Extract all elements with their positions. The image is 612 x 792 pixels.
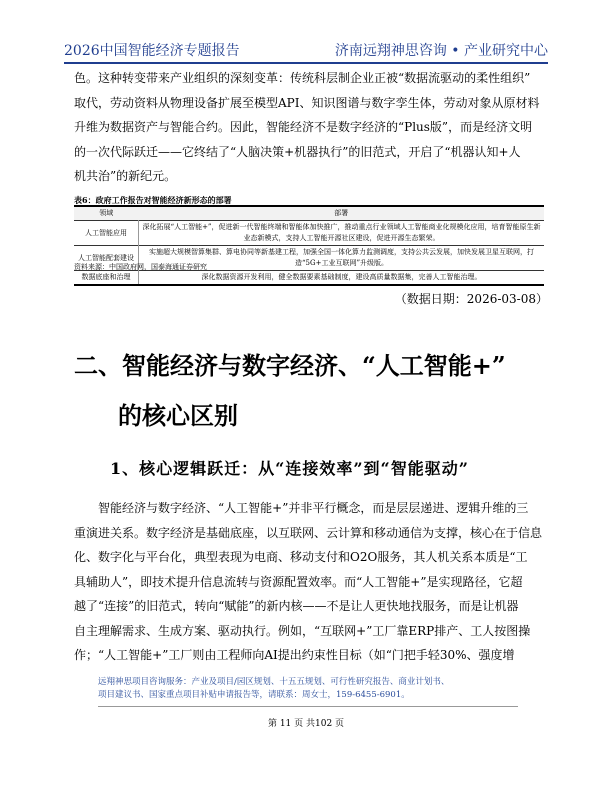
text-line: 色。这种转变带来产业组织的深刻变革：传统科层制企业正被“数据流驱动的柔性组织”	[74, 71, 531, 85]
data-date: （数据日期：2026-03-08）	[394, 292, 548, 306]
cell-domain: 数据底座和治理	[74, 271, 139, 286]
text-line: 越了“连接”的旧范式，转向“赋能”的新内核——不是让人更快地找服务，而是让机器	[74, 599, 519, 613]
report-title: 2026中国智能经济专题报告	[64, 43, 240, 59]
page-header	[64, 32, 548, 64]
text-line: 升维为数据资产与智能合约。因此，智能经济不是数字经济的“Plus版”，而是经济文明	[74, 120, 533, 134]
text-line: 的一次代际跃迁——它终结了“人脑决策+机器执行”的旧范式，开启了“机器认知+人	[74, 144, 521, 159]
text-line: 具辅助人”，即技术提升信息流转与资源配置效率。而“人工智能+”是实现路径，它超	[74, 574, 523, 589]
text-line: 作；“人工智能+”工厂则由工程师向AI提出约束性目标（如“门把手轻30%、强度增	[74, 648, 515, 662]
page-number: 第 11 页 共102 页	[267, 719, 345, 729]
column-header-domain: 领域	[74, 206, 139, 221]
section-heading: 二、智能经济与数字经济、“人工智能+”	[74, 351, 506, 380]
subsection-heading: 1、核心逻辑跃迁：从“连接效率”到“智能驱动”	[110, 459, 469, 478]
deployment-table	[74, 205, 544, 286]
intro-paragraph	[74, 66, 544, 189]
publisher-name: 济南远翔神思咨询 • 产业研究中心	[334, 43, 548, 59]
cell-deploy: 实施超大规模智算集群、算电协同等新基建工程，加强全国一体化算力监测调度，支持公共云发展，加快发展卫星互联网，打造“5G+工业互联网”升级版。	[139, 246, 545, 271]
footer-divider	[98, 706, 518, 707]
cell-deploy: 深化拓展“人工智能+”，促进新一代智能终端和智能体加快推广，推动重点行业领域人工智能商业化规模化应用，培育智能原生新业态新模式，支持人工智能开源社区建设，促进开源生态繁荣。	[139, 221, 545, 246]
table-header-row	[74, 206, 544, 221]
section-heading-continued: 的核心区别	[118, 401, 238, 430]
footer-contact-info: 项目建议书、国家重点项目补贴申请报告等，请联系：周女士，159-6455-6901。	[98, 690, 410, 700]
footer-services: 远翔神思项目咨询服务：产业及项目/园区规划、十五五规划、可行性研究报告、商业计划书、	[98, 677, 450, 687]
cell-deploy: 深化数据资源开发利用，健全数据要素基础制度，建设高质量数据集，完善人工智能治理。	[139, 271, 545, 286]
text-line: 取代，劳动资料从物理设备扩展至模型API、知识图谱与数字孪生体，劳动对象从原材料	[74, 95, 540, 110]
table-row	[74, 271, 544, 286]
table-row	[74, 221, 544, 246]
text-line: 机共治”的新纪元。	[74, 169, 177, 183]
body-paragraph	[74, 496, 544, 668]
cell-domain: 人工智能配套建设	[74, 246, 139, 271]
column-header-deploy: 部署	[139, 206, 545, 221]
footer-contact	[98, 676, 518, 702]
text-line: 智能经济与数字经济、“人工智能+”并非平行概念，而是层层递进、逻辑升维的三	[74, 501, 529, 515]
text-line: 化、数字化与平台化，典型表现为电商、移动支付和O2O服务，其人机关系本质是“工	[74, 550, 528, 564]
table-title: 表6：政府工作报告对智能经济新形态的部署	[74, 195, 232, 205]
text-line: 自主理解需求、生成方案、驱动执行。例如，“互联网+”工厂靠ERP排产、工人按图操	[74, 623, 531, 638]
text-line: 重演进关系。数字经济是基础底座，以互联网、云计算和移动通信为支撑，核心在于信息	[74, 525, 543, 540]
cell-domain: 人工智能应用	[74, 221, 139, 246]
table-source: 资料来源：中国政府网，国泰海通证券研究	[74, 263, 207, 271]
